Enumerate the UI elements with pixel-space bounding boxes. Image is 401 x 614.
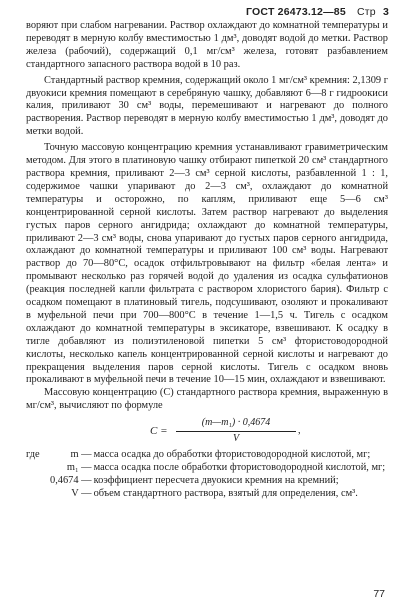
definition-prefix: [26, 488, 50, 501]
definition-text: масса осадка после обработки фтористоводородной кислотой, мг;: [93, 462, 386, 474]
definition-row: [26, 462, 388, 475]
document-body: [26, 20, 388, 501]
definition-row: [26, 488, 388, 501]
formula-numerator: (m—m₁) · 0,4674: [176, 417, 296, 432]
definition-prefix: [26, 475, 50, 488]
footer-page-number: 77: [373, 588, 385, 600]
definition-symbol: m —: [70, 449, 92, 461]
definition-row: [26, 449, 388, 462]
paragraph-gravimetric-method: Точную массовую концентрацию кремния устанавливают гравиметрическим методом. Для этого в платиновую чашку отбирают пипеткой 20 см³ стандартного раствора кремния, приливают 2—3 см³ серной кислоты, разбавленной 1 : 1, содержимое чашки упаривают до 2—3 см³, охлаждают до комнатной температуры и осторожно, по каплям, приливают еще 5—6 см³ концентрированной серной кислоты. Затем раствор нагревают до выделения густых паров серного ангидрида; охлаждают до комнатной температуры, приливают 2—3 см³ воды, снова упаривают до густых паров серного ангидрида, охлаждают до комнатной температуры и приливают 100 см³ воды. Нагревают раствор до 70—80°С, осадок отфильтровывают на фильтр «белая лента» и промывают несколько раз горячей водой до удаления из осадка сульфатионов (реакция последней капли фильтрата с раствором хлористого бария). Фильтр с осадком помещают в платиновый тигель, подсушивают, озоляют и прокаливают в муфельной печи при 700—800°С в течение 1—1,5 ч. Тигель с осадком охлаждают до комнатной температуры в эксикаторе, взвешивают. К осадку в тигле добавляют из полиэтиленовой пипетки 5 см³ фтористоводородной кислоты, несколько капель концентрированной серной кислоты и нагревают до прекращения выделения паров серной кислоты. Тигель с осадком вновь прокаливают в муфельной печи в течение 10—15 мин, охлаждают и взвешивают.: [26, 142, 388, 386]
definition-prefix: где: [26, 449, 40, 461]
page-header: [246, 6, 389, 18]
definition-row: [26, 475, 388, 488]
definition-symbol: m₁ —: [66, 462, 92, 474]
definition-symbol: V —: [71, 487, 92, 499]
page-label: Стр: [356, 6, 376, 18]
formula-trailing-comma: ,: [298, 425, 301, 437]
formula-lhs: C =: [150, 425, 168, 438]
definition-text: объем стандартного раствора, взятый для определения, см³.: [93, 487, 358, 499]
formula-fraction: [176, 417, 296, 446]
formula-denominator: V: [232, 433, 240, 445]
definition-prefix: [26, 462, 50, 475]
header-page-number: 3: [382, 6, 389, 18]
paragraph-silicon-standard: Стандартный раствор кремния, содержащий около 1 мг/см³ кремния: 2,1309 г двуокиси кремния помещают в серебряную чашку, добавляют 6—8 г гидроокиси калия, приливают 30 см³ воды, перемешивают и нагревают до полного растворения. Раствор переводят в мерную колбу вместимостью 1 дм³, доводят до метки водой.: [26, 74, 388, 138]
standard-number: ГОСТ 26473.12—85: [246, 6, 346, 18]
definition-text: масса осадка до обработки фтористоводородной кислотой, мг;: [93, 449, 371, 461]
paragraph-formula-intro: Массовую концентрацию (C) стандартного раствора кремния, выраженную в мг/см³, вычисляют по формуле: [26, 387, 388, 412]
definition-symbol: 0,4674 —: [50, 475, 92, 486]
definitions-list: [26, 449, 388, 501]
definition-text: коэффициент пересчета двуокиси кремния на кремний;: [93, 475, 339, 486]
concentration-formula: [26, 417, 388, 445]
paragraph-continuation: воряют при слабом нагревании. Раствор охлаждают до комнатной температуры и переводят в мерную колбу вместимостью 1 дм³, доводят водой до метки. Раствор железа (рабочий), содержащий 0,1 мг/см³ железа, готовят разбавлением стандартного запасного раствора водой в 10 раз.: [26, 20, 388, 70]
